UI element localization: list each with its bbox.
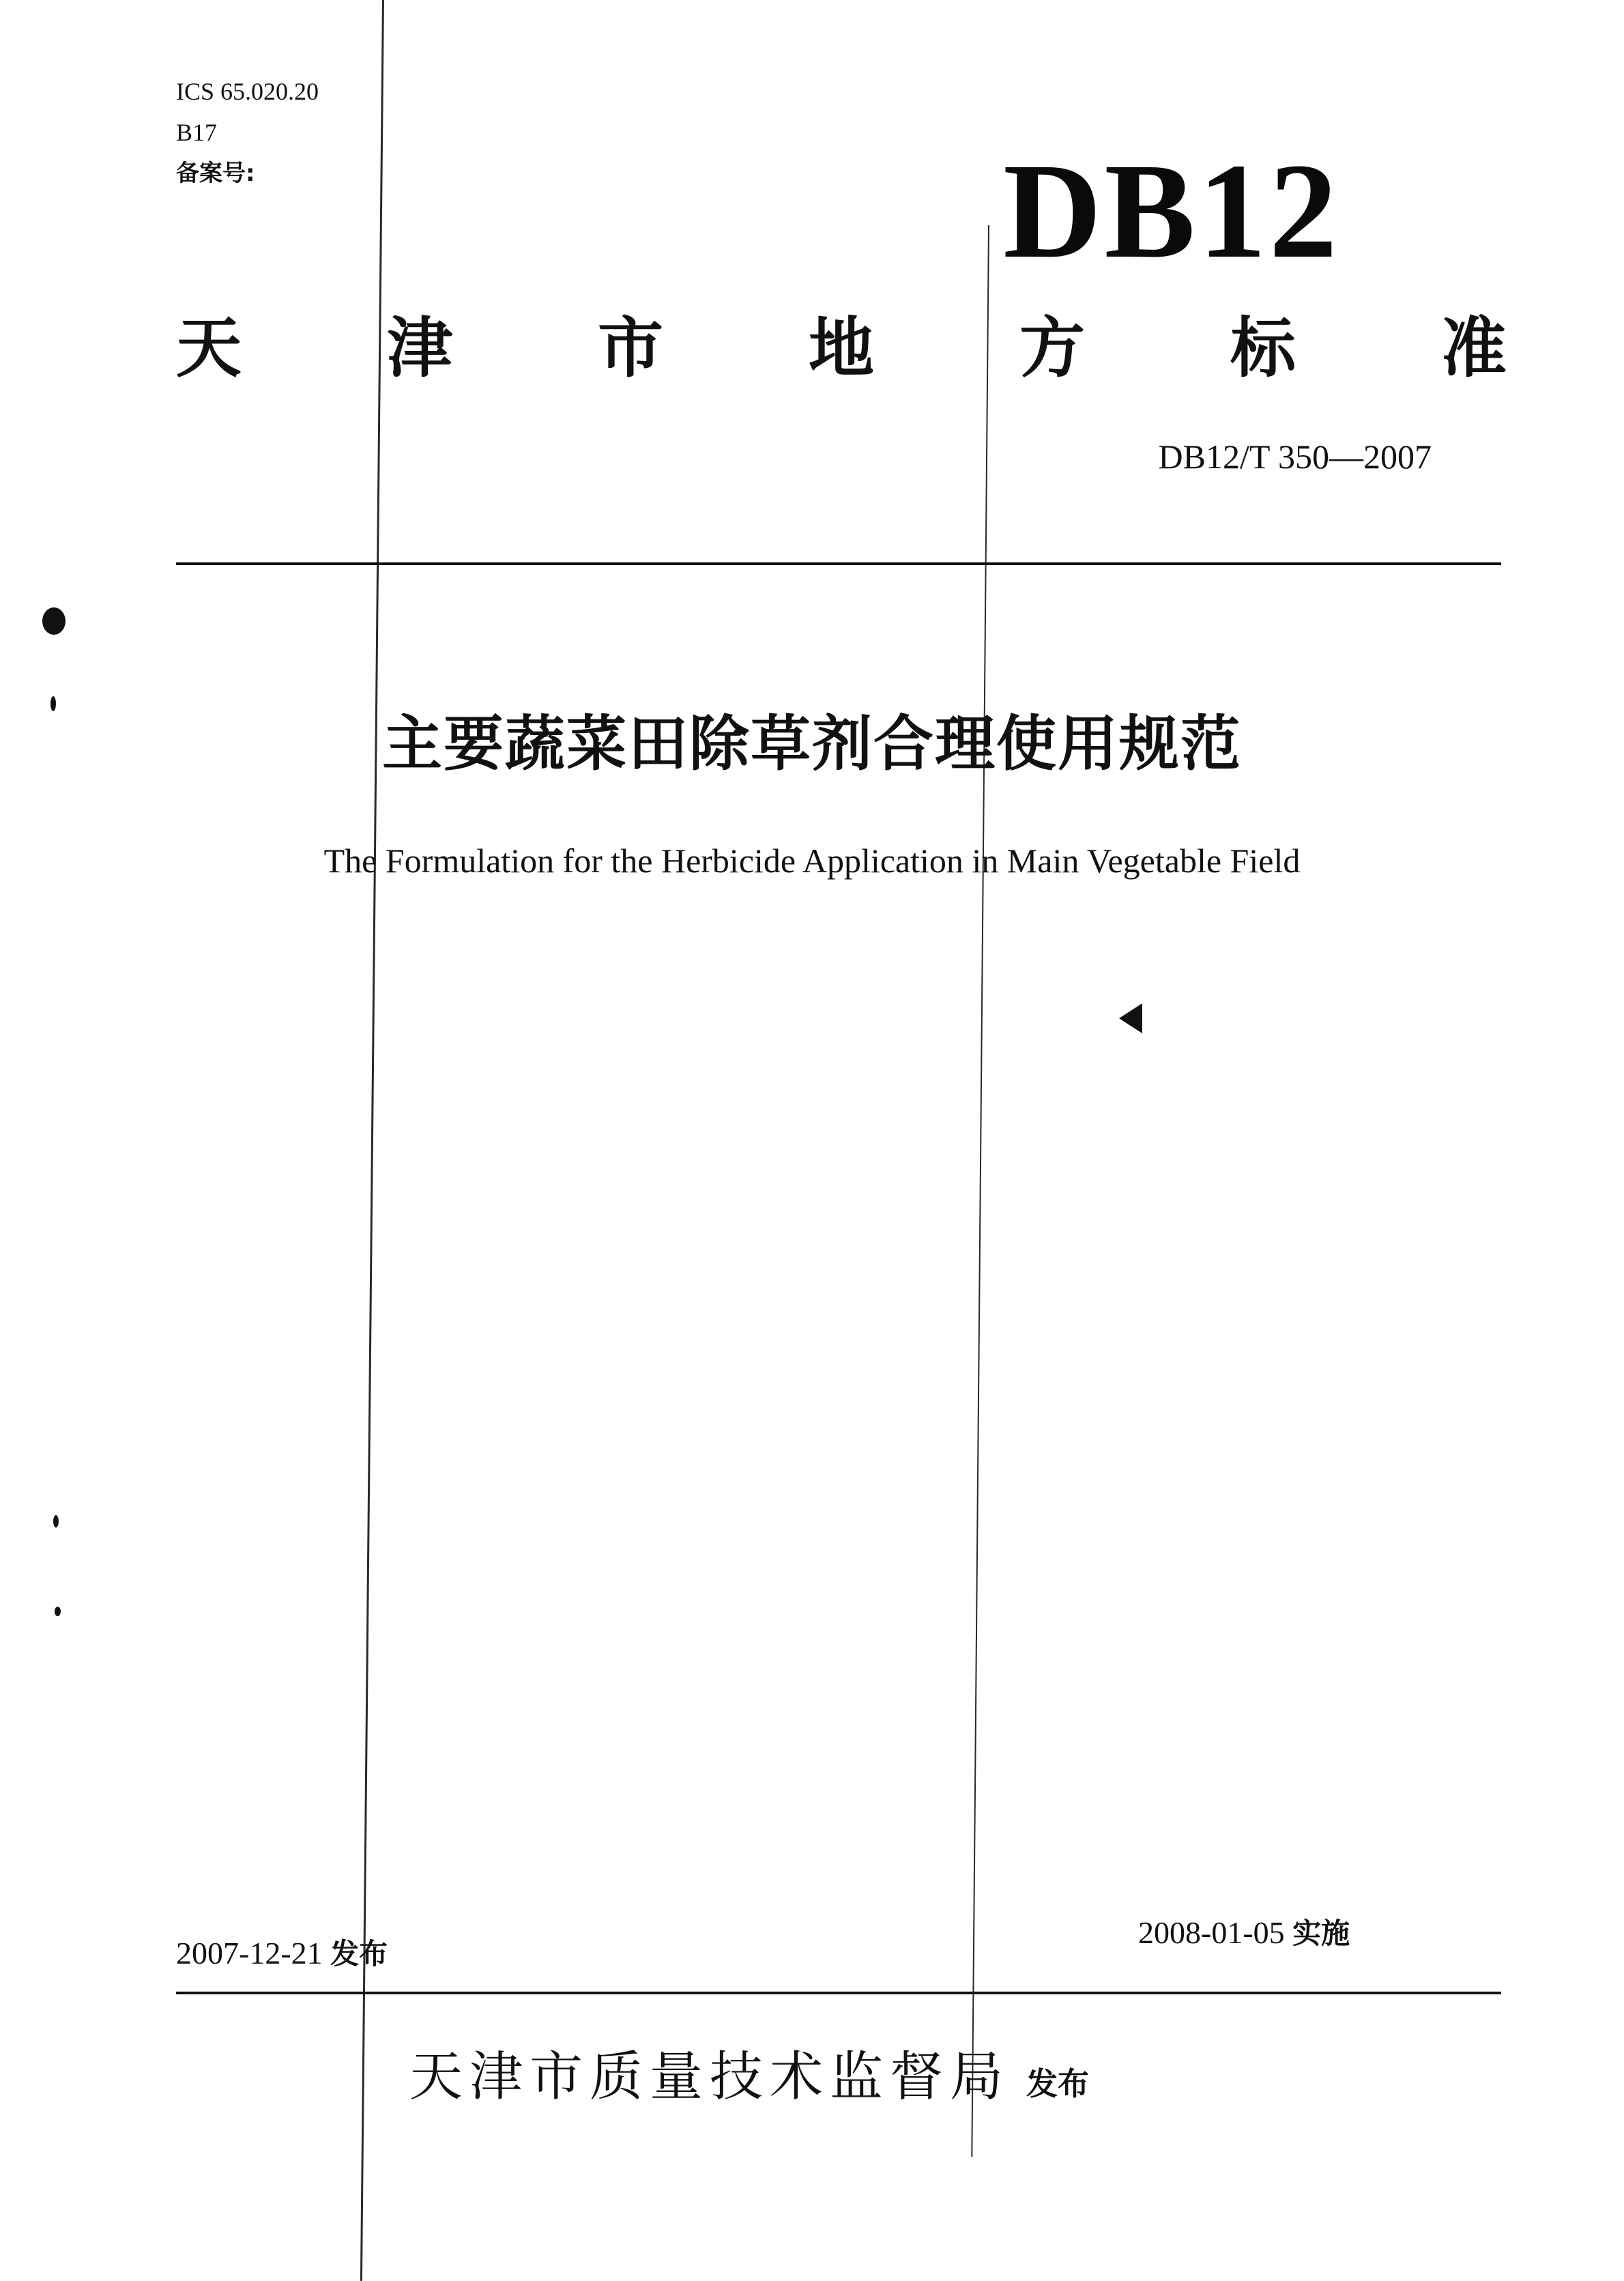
standard-type-char: 津	[387, 309, 452, 386]
header-divider	[176, 562, 1501, 565]
standard-type-char: 天	[176, 309, 242, 386]
effective-label: 实施	[1292, 1917, 1350, 1950]
standard-type-char: 准	[1441, 309, 1507, 386]
scan-speck	[1119, 1003, 1142, 1033]
db12-logo: DB12	[1003, 136, 1340, 287]
scan-speck	[42, 607, 66, 635]
standard-type-heading	[176, 302, 1507, 384]
issuer	[409, 2034, 1089, 2110]
scan-speck	[53, 1515, 59, 1527]
issuer-action: 发布	[1026, 2065, 1090, 2102]
standard-type-char: 地	[809, 309, 874, 386]
standard-type-char: 市	[598, 309, 663, 386]
standard-number: DB12/T 350—2007	[1158, 437, 1432, 476]
standard-type-char: 方	[1019, 309, 1085, 386]
effective-date	[1138, 1911, 1350, 1952]
effective-date-value: 2008-01-05	[1138, 1915, 1285, 1950]
document-title-en: The Formulation for the Herbicide Application in Main Vegetable Field	[323, 842, 1301, 880]
scan-speck	[55, 1607, 61, 1616]
footer-divider	[176, 1992, 1501, 1994]
publish-date-value: 2007-12-21	[176, 1936, 323, 1970]
publish-date	[176, 1932, 388, 1972]
publish-label: 发布	[330, 1937, 388, 1970]
category-code: B17	[176, 119, 218, 146]
record-number-label: 备案号:	[176, 160, 255, 187]
issuer-name: 天津市质量技术监督局	[409, 2046, 1011, 2108]
ics-code: ICS 65.020.20	[176, 78, 319, 105]
scan-line-right	[971, 225, 989, 2157]
standard-type-char: 标	[1230, 309, 1296, 386]
document-title-zh: 主要蔬菜田除草剂合理使用规范	[381, 708, 1242, 779]
